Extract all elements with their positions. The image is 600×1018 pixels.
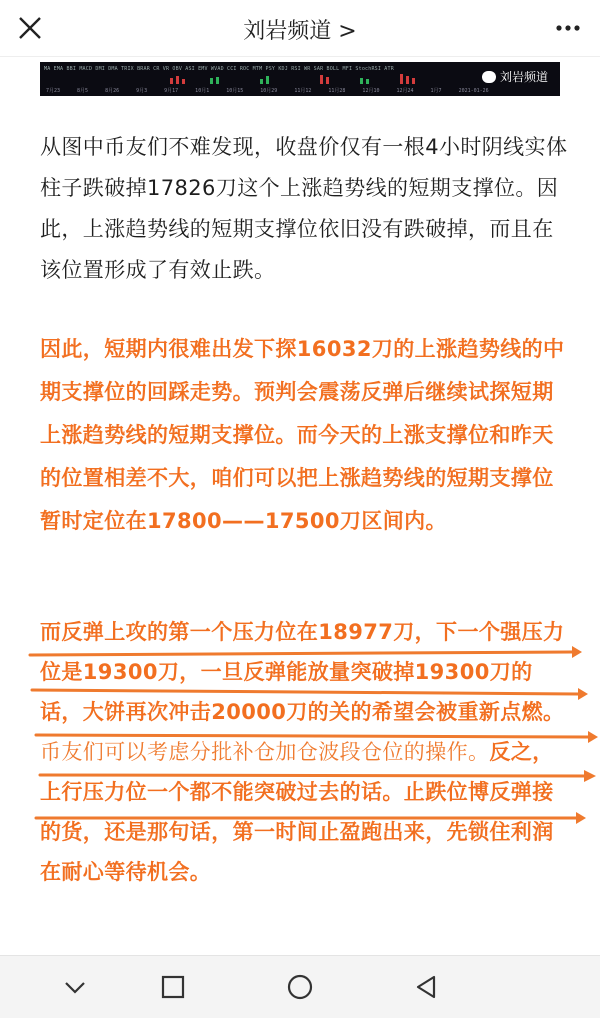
chart-watermark	[482, 68, 548, 85]
chart-histogram	[170, 72, 470, 88]
chevron-down-icon[interactable]	[60, 972, 90, 1002]
arrowhead-5	[576, 812, 586, 824]
arrowhead-2	[578, 688, 588, 700]
chart-image	[40, 62, 560, 96]
arrowhead-4	[584, 770, 596, 782]
app-header	[0, 0, 600, 57]
paragraph-3-part-c: 反之，上行压力位一个都不能突破过去的话。止跌位博反弹接的货，还是那句话，第一时间止盈跑出来，先锁住利润在耐心等待机会。	[40, 740, 554, 884]
circle-icon[interactable]	[285, 972, 315, 1002]
wechat-icon	[482, 71, 496, 83]
channel-title[interactable]: 刘岩频道 >	[243, 19, 357, 44]
article-paragraph-1: 从图中币友们不难发现，收盘价仅有一根4小时阴线实体柱子跌破掉17826刀这个上涨趋势线的短期支撑位。因此，上涨趋势线的短期支撑位依旧没有跌破掉，而且在该位置形成了有效止跌。	[40, 135, 568, 282]
arrowhead-1	[572, 646, 582, 658]
chart-indicator-labels: MA EMA BBI MACD DMI DMA TRIX BRAR CR VR OBV ASI EMV WVAD CCI ROC MTM PSY KDJ RSI WR SAR BOLL MFI StochRSI ATR	[44, 66, 394, 72]
chart-date-axis: 7月23 8月5 8月26 9月3 9月17 10月1 10月15 10月29 11月12 11月28 12月10 12月24 1月7 2021-01-26	[46, 88, 489, 94]
system-nav-bar	[0, 955, 600, 1018]
paragraph-3-part-a: 而反弹上攻的第一个压力位在18977刀，下一个强压力位是19300刀，一旦反弹能放量突破掉19300刀的话，大饼再次冲击20000刀的关的希望会被重新点燃。	[40, 620, 565, 724]
square-icon[interactable]	[158, 972, 188, 1002]
more-dots-icon[interactable]	[554, 14, 582, 42]
watermark-text: 刘岩频道	[499, 70, 548, 84]
arrowhead-3	[588, 731, 598, 743]
paragraph-3-part-b: 币友们可以考虑分批补仓加仓波段仓位的操作。	[40, 740, 490, 764]
article-paragraph-2: 因此，短期内很难出发下探16032刀的上涨趋势线的中期支撑位的回踩走势。预判会震荡反弹后继续试探短期上涨趋势线的短期支撑位。而今天的上涨支撑位和昨天的位置相差不大，咱们可以把上涨趋势线的短期支撑位暂时定位在17800——17500刀区间内。	[40, 337, 565, 533]
article-paragraph-3	[40, 612, 568, 892]
triangle-back-icon[interactable]	[412, 972, 442, 1002]
